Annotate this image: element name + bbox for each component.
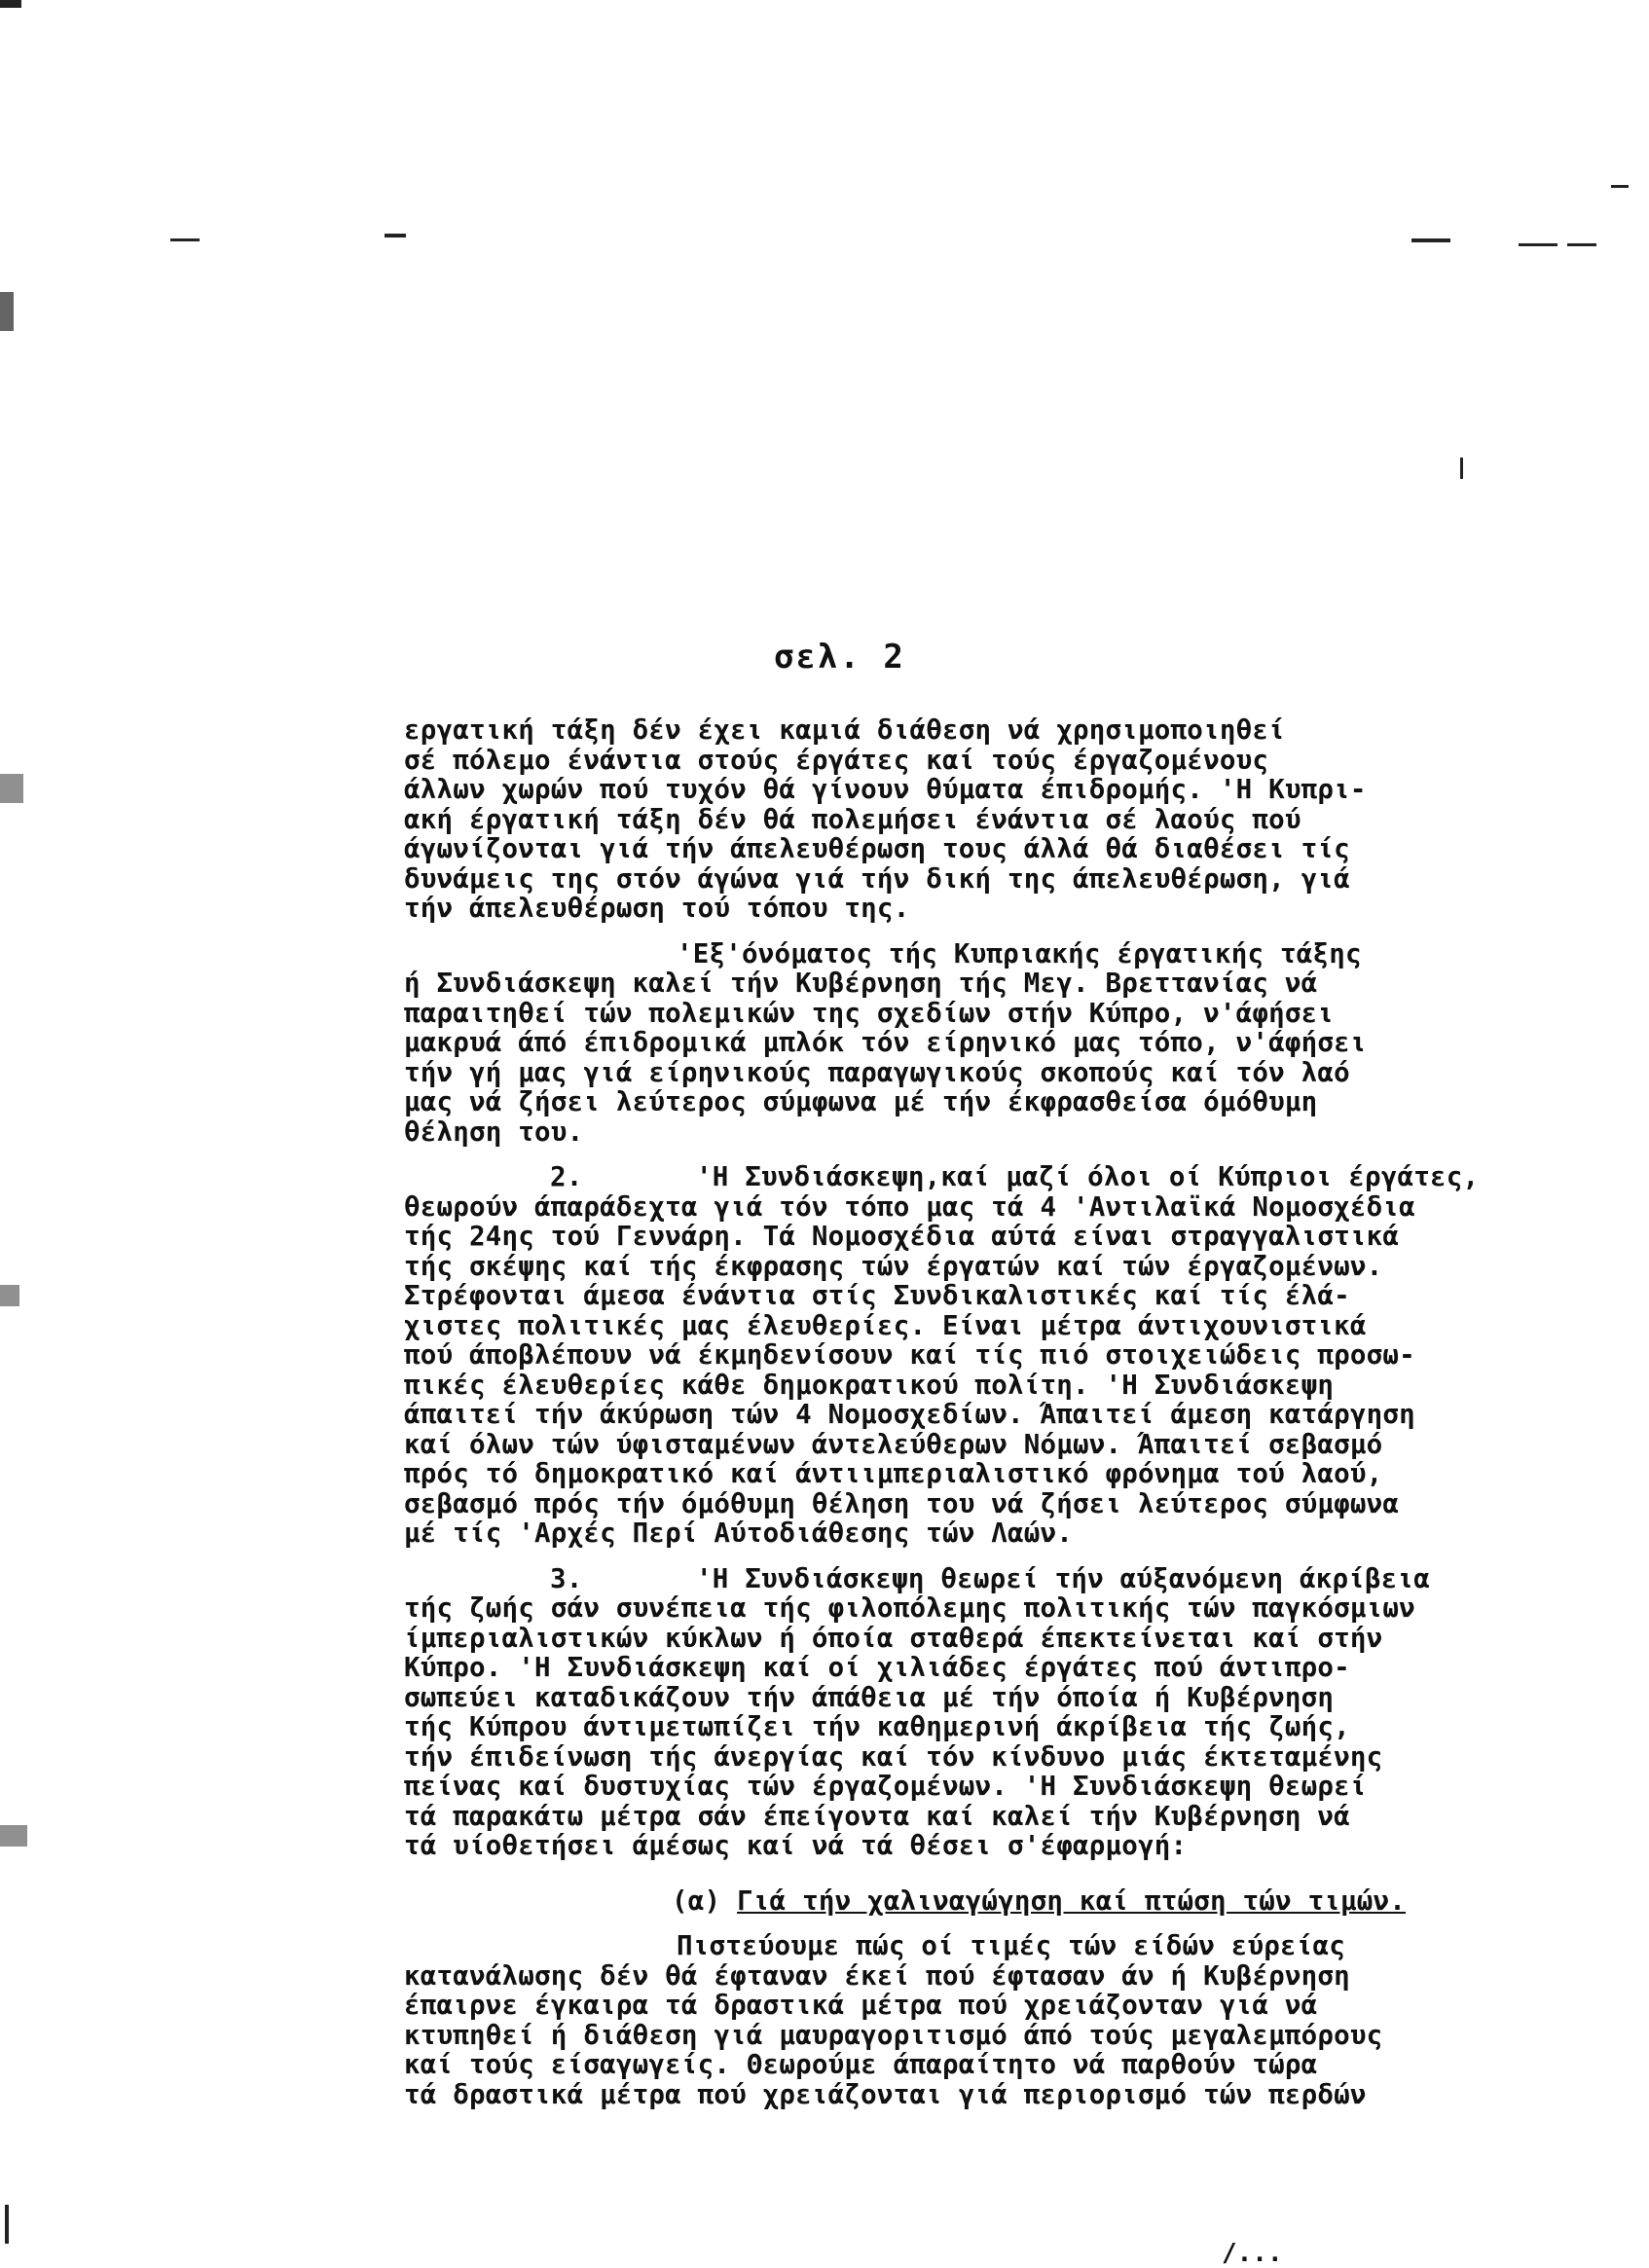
text-line: έπαιρνε έγκαιρα τά δραστικά μέτρα πού χρειάζονταν γιά νά — [404, 1990, 1318, 2021]
text-line: τής ζωής σάν συνέπεια τής φιλοπόλεμης πολιτικής τών παγκόσμιων — [404, 1592, 1415, 1624]
scan-speck — [0, 774, 23, 803]
subheading-text: Γιά τήν χαλιναγώγηση καί πτώση τών τιμών. — [737, 1884, 1407, 1917]
text-line: άλλων χωρών πού τυχόν θά γίνουν θύματα έπιδρομής. 'Η Κυπρι- — [404, 774, 1367, 805]
paragraph-2 — [404, 939, 1640, 1148]
text-line: ακή έργατική τάξη δέν θά πολεμήσει ένάντια σέ λαούς πού — [404, 803, 1301, 835]
text-line: κατανάλωσης δέν θά έφταναν έκεί πού έφτασαν άν ή Κυβέρνηση — [404, 1959, 1350, 1992]
document-body — [404, 715, 1640, 2109]
text-line: πού άποβλέπουν νά έκμηδενίσουν καί τίς πιό στοιχειώδεις προσω- — [404, 1339, 1415, 1371]
text-line: τά δραστικά μέτρα πού χρειάζονται γιά περιορισμό τών περδών — [404, 2078, 1367, 2110]
scan-speck — [1519, 243, 1557, 246]
text-line: Πιστεύουμε πώς οί τιμές τών είδών εύρείας — [677, 1930, 1346, 1961]
paragraph-number: 2. — [550, 1161, 583, 1192]
text-line: ή Συνδιάσκεψη καλεί τήν Κυβέρνηση τής Μεγ. Βρεττανίας νά — [404, 968, 1318, 999]
text-line: τά παρακάτω μέτρα σάν έπείγοντα καί καλεί τήν Κυβέρνηση νά — [404, 1800, 1350, 1832]
scan-speck — [0, 292, 14, 331]
text-line: τής σκέψης καί τής έκφρασης τών έργατών καί τών έργαζομένων. — [404, 1250, 1383, 1282]
paragraph-5 — [404, 1931, 1640, 2109]
scan-speck — [1567, 243, 1596, 246]
text-line: ίμπεριαλιστικών κύκλων ή όποία σταθερά έπεκτείνεται καί στήν — [404, 1622, 1383, 1654]
text-line: θεωρούν άπαράδεχτα γιά τόν τόπο μας τά 4 'Αντιλαϊκά Νομοσχέδια — [404, 1190, 1415, 1223]
text-line: σωπεύει καταδικάζουν τήν άπάθεια μέ τήν όποία ή Κυβέρνηση — [404, 1681, 1335, 1713]
scan-speck — [170, 238, 200, 241]
text-line: μας νά ζήσει λεύτερος σύμφωνα μέ τήν έκφρασθείσα όμόθυμη — [404, 1086, 1318, 1117]
scan-speck — [5, 2205, 9, 2244]
text-line: τήν άπελευθέρωση τού τόπου της. — [404, 893, 910, 924]
text-line: πείνας καί δυστυχίας τών έργαζομένων. 'Η Συνδιάσκεψη θεωρεί — [404, 1771, 1367, 1802]
text-line: δυνάμεις της στόν άγώνα γιά τήν δική της άπελευθέρωση, γιά — [404, 862, 1350, 895]
text-line: μακρυά άπό έπιδρομικά μπλόκ τόν είρηνικό μας τόπο, ν'άφήσει — [404, 1027, 1367, 1058]
text-line: κτυπηθεί ή διάθεση γιά μαυραγοριτισμό άπό τούς μεγαλεμπόρους — [404, 2019, 1383, 2051]
continuation-mark: /... — [1222, 2239, 1283, 2268]
text-line: Στρέφονται άμεσα ένάντια στίς Συνδικαλιστικές καί τίς έλά- — [404, 1280, 1350, 1311]
text-line: εργατική τάξη δέν έχει καμιά διάθεση νά χρησιμοποιηθεί — [404, 714, 1285, 746]
text-line: παραιτηθεί τών πολεμικών της σχεδίων στήν Κύπρο, ν'άφήσει — [404, 997, 1335, 1029]
scan-speck — [1611, 185, 1629, 188]
text-line — [404, 1162, 1640, 1192]
text-line: τήν γή μας γιά είρηνικούς παραγωγικούς σκοπούς καί τόν λαό — [404, 1056, 1350, 1088]
text-line-content: 'Η Συνδιάσκεψη θεωρεί τήν αύξανόμενη άκρίβεια — [696, 1562, 1431, 1594]
text-line: σεβασμό πρός τήν όμόθυμη θέληση του νά ζήσει λεύτερος σύμφωνα — [404, 1487, 1400, 1519]
scan-speck — [0, 0, 21, 8]
paragraph-1 — [404, 715, 1640, 924]
scan-speck — [385, 234, 406, 238]
paragraph-number: 3. — [550, 1562, 583, 1594]
text-line: Κύπρο. 'Η Συνδιάσκεψη καί οί χιλιάδες έργάτες πού άντιπρο- — [404, 1652, 1350, 1683]
subheading-prefix: (α) — [672, 1884, 721, 1917]
text-line — [404, 1564, 1640, 1594]
text-line: θέληση του. — [404, 1116, 584, 1148]
text-line: πρός τό δημοκρατικό καί άντιιμπεριαλιστικό φρόνημα τού λαού, — [404, 1458, 1383, 1489]
text-line-content: 'Η Συνδιάσκεψη,καί μαζί όλοι οί Κύπριοι έργάτες, — [696, 1161, 1480, 1192]
section-subheading — [404, 1886, 1640, 1917]
text-line: τής 24ης τού Γεννάρη. Τά Νομοσχέδια αύτά είναι στραγγαλιστικά — [404, 1221, 1400, 1252]
paragraph-4 — [404, 1564, 1640, 1861]
text-line: τής Κύπρου άντιμετωπίζει τήν καθημερινή άκρίβεια τής ζωής, — [404, 1711, 1350, 1742]
text-line: καί τούς είσαγωγείς. Θεωρούμε άπαραίτητο νά παρθούν τώρα — [404, 2049, 1318, 2080]
page-number: σελ. 2 — [774, 638, 905, 677]
scan-speck — [1460, 457, 1463, 479]
scan-speck — [0, 1825, 27, 1847]
text-line: καί όλων τών ύφισταμένων άντελεύθερων Νόμων. Άπαιτεί σεβασμό — [404, 1428, 1383, 1460]
text-line: 'Εξ'όνόματος τής Κυπριακής έργατικής τάξης — [677, 937, 1362, 969]
text-line: μέ τίς 'Αρχές Περί Αύτοδιάθεσης τών Λαών. — [404, 1518, 1074, 1549]
text-line: χιστες πολιτικές μας έλευθερίες. Είναι μέτρα άντιχουνιστικά — [404, 1309, 1367, 1341]
text-line: πικές έλευθερίες κάθε δημοκρατικού πολίτη. 'Η Συνδιάσκεψη — [404, 1369, 1335, 1401]
paragraph-3 — [404, 1162, 1640, 1549]
scan-speck — [0, 1285, 19, 1306]
text-line: άπαιτεί τήν άκύρωση τών 4 Νομοσχεδίων. Άπαιτεί άμεση κατάργηση — [404, 1399, 1415, 1430]
scan-speck — [1411, 238, 1450, 242]
text-line: άγωνίζονται γιά τήν άπελευθέρωση τους άλλά θά διαθέσει τίς — [404, 833, 1350, 864]
text-line: σέ πόλεμο ένάντια στούς έργάτες καί τούς έργαζομένους — [404, 744, 1269, 776]
text-line: τήν έπιδείνωση τής άνεργίας καί τόν κίνδυνο μιάς έκτεταμένης — [404, 1740, 1383, 1773]
text-line: τά υίοθετήσει άμέσως καί νά τά θέσει σ'έφαρμογή: — [404, 1830, 1188, 1861]
